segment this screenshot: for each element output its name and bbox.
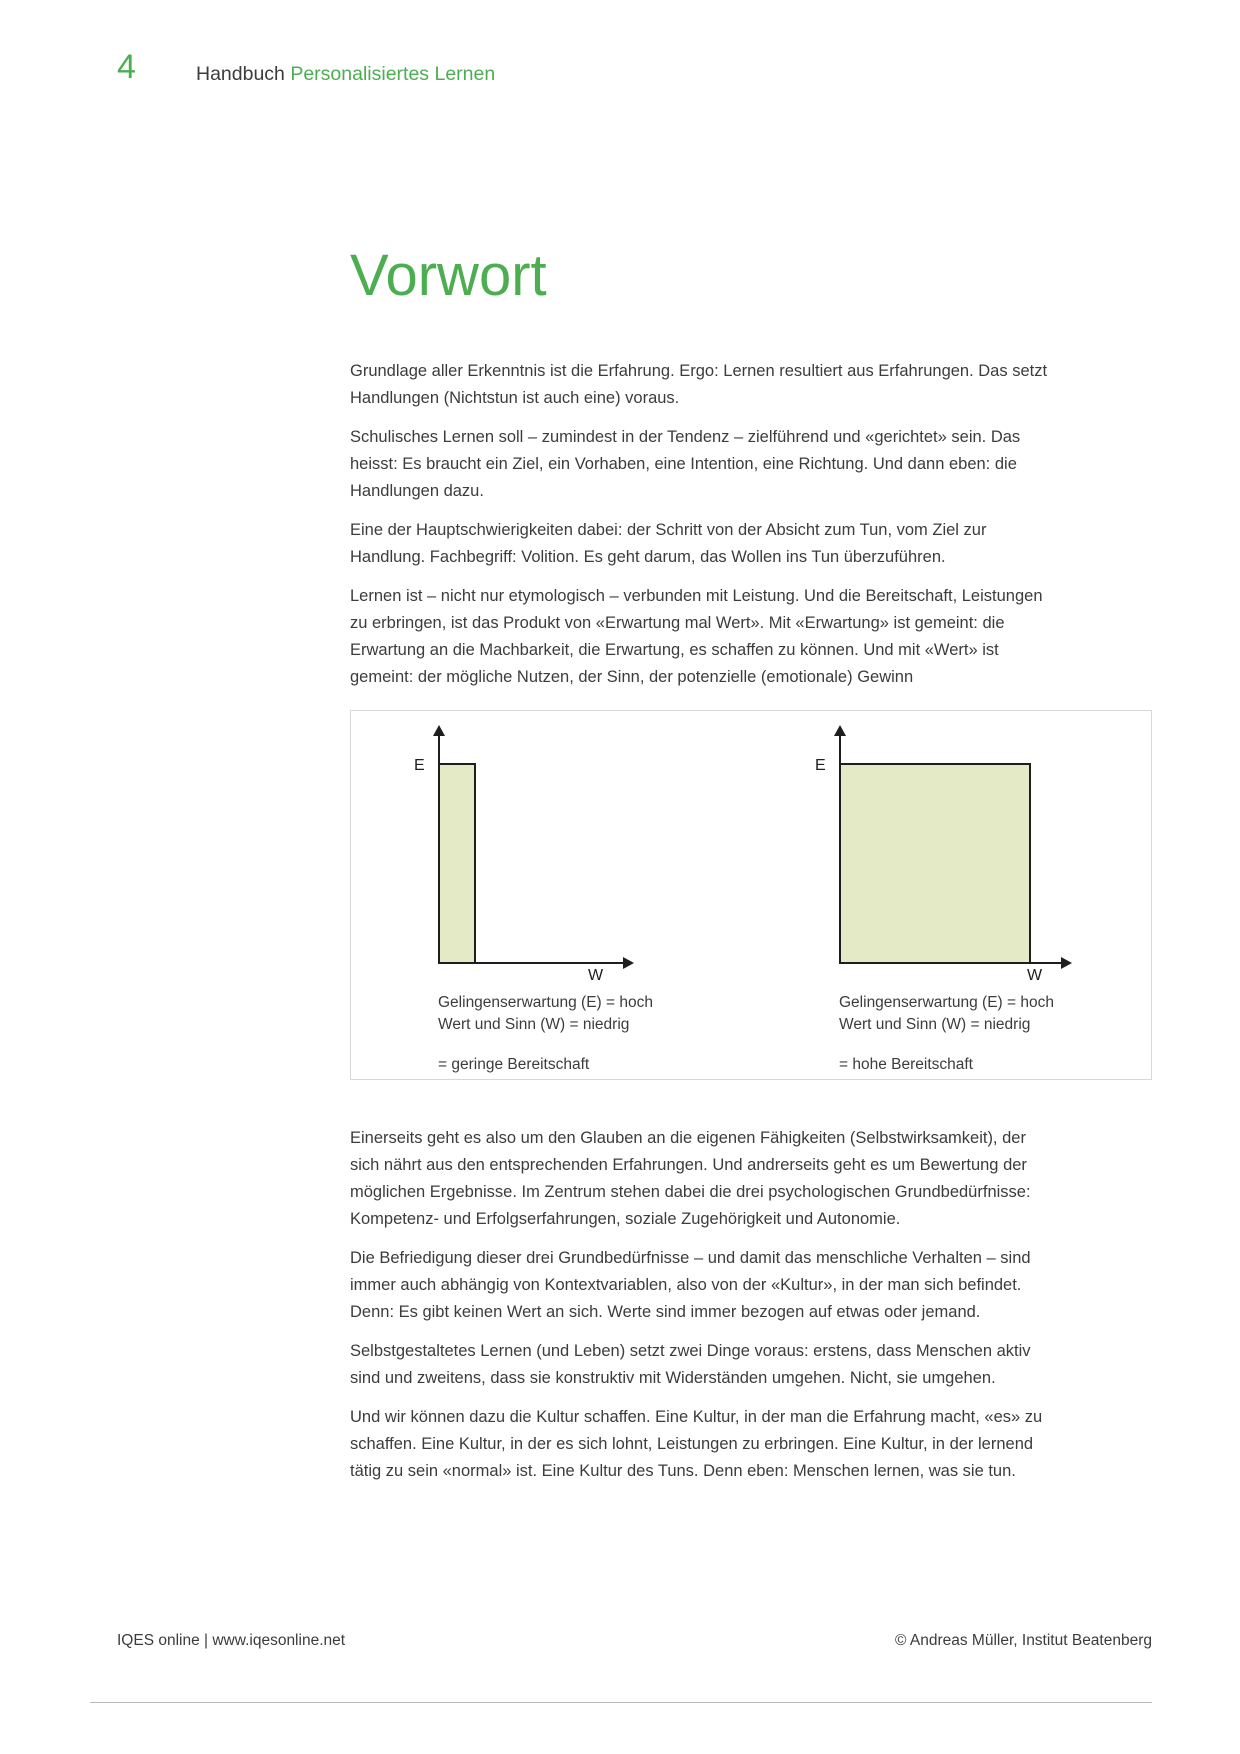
caption-line: Gelingenserwartung (E) = hoch [438, 994, 653, 1011]
caption-line: Gelingenserwartung (E) = hoch [839, 994, 1054, 1011]
chart-caption [839, 992, 1054, 1076]
paragraph: Einerseits geht es also um den Glauben an die eigenen Fähigkeiten (Selbstwirksamkeit), der sich nährt aus den entsprechenden Erfahrungen. Und andrerseits geht es um Bewertung der möglichen Ergebnisse. Im Zentrum stehen dabei die drei psychologischen Grundbedürfnisse: Kompetenz- und Erfolgserfahrungen, soziale Zugehörigkeit und Autonomie. [350, 1129, 1031, 1228]
footer-copyright: © Andreas Müller, Institut Beatenberg [895, 1632, 1152, 1649]
chart-high-readiness [815, 727, 1084, 984]
doc-header [196, 63, 495, 86]
caption-line: Wert und Sinn (W) = niedrig [438, 1016, 630, 1033]
arrow-right-icon [623, 957, 634, 969]
paragraph: Eine der Hauptschwierigkeiten dabei: der Schritt von der Absicht zum Tun, vom Ziel zur Handlung. Fachbegriff: Volition. Es geht darum, das Wollen ins Tun überzuführen. [350, 521, 987, 566]
doc-header-prefix: Handbuch [196, 63, 285, 85]
paragraph: Grundlage aller Erkenntnis ist die Erfahrung. Ergo: Lernen resultiert aus Erfahrungen. Das setzt Handlungen (Nichtstun ist auch eine) voraus. [350, 362, 1048, 407]
y-axis-label: E [815, 757, 826, 774]
article [350, 240, 1055, 1497]
x-axis-label: W [1027, 967, 1043, 984]
y-axis-label: E [414, 757, 425, 774]
footer-publisher: IQES online | www.iqesonline.net [117, 1632, 346, 1649]
arrow-right-icon [1061, 957, 1072, 969]
expectancy-value-bar [839, 763, 1031, 964]
figure-expectancy-value [350, 710, 1152, 1080]
paragraph: Schulisches Lernen soll – zumindest in der Tendenz – zielführend und «gerichtet» sein. Das heisst: Es braucht ein Ziel, ein Vorhaben, eine Intention, eine Richtung. Und dann eben: die Handlungen dazu. [350, 428, 1021, 500]
page-title: Vorwort [350, 243, 547, 308]
doc-header-highlight: Personalisiertes Lernen [290, 63, 496, 85]
x-axis-label: W [588, 967, 604, 984]
chart-low-readiness [414, 727, 648, 984]
x-axis [839, 962, 1061, 964]
paragraph: Lernen ist – nicht nur etymologisch – verbunden mit Leistung. Und die Bereitschaft, Leistungen zu erbringen, ist das Produkt von «Erwartung mal Wert». Mit «Erwartung» ist gemeint: die Erwartung an die Machbarkeit, die Erwartung, es schaffen zu können. Und mit «Wert» ist gemeint: der mögliche Nutzen, der Sinn, der potenzielle (emotionale) Gewinn [350, 587, 1043, 686]
caption-result: = hohe Bereitschaft [839, 1056, 973, 1073]
paragraph: Selbstgestaltetes Lernen (und Leben) setzt zwei Dinge voraus: erstens, dass Menschen aktiv sind und zweitens, dass sie konstruktiv mit Widerständen umgehen. Nicht, sie umgehen. [350, 1342, 1031, 1387]
caption-result: = geringe Bereitschaft [438, 1056, 590, 1073]
paragraph: Und wir können dazu die Kultur schaffen. Eine Kultur, in der man die Erfahrung macht, «es» zu schaffen. Eine Kultur, in der es sich lohnt, Leistungen zu erbringen. Eine Kultur, in der lernend tätig zu sein «normal» ist. Eine Kultur des Tuns. Denn eben: Menschen lernen, was sie tun. [350, 1408, 1043, 1480]
chart-caption [438, 992, 653, 1076]
footer-divider [90, 1702, 1152, 1703]
x-axis [438, 962, 623, 964]
page-number: 4 [117, 48, 136, 86]
expectancy-value-bar [438, 763, 476, 964]
caption-line: Wert und Sinn (W) = niedrig [839, 1016, 1031, 1033]
paragraph: Die Befriedigung dieser drei Grundbedürfnisse – und damit das menschliche Verhalten – sind immer auch abhängig von Kontextvariablen, also von der «Kultur», in der man sich befindet. Denn: Es gibt keinen Wert an sich. Werte sind immer bezogen auf etwas oder jemand. [350, 1249, 1031, 1321]
